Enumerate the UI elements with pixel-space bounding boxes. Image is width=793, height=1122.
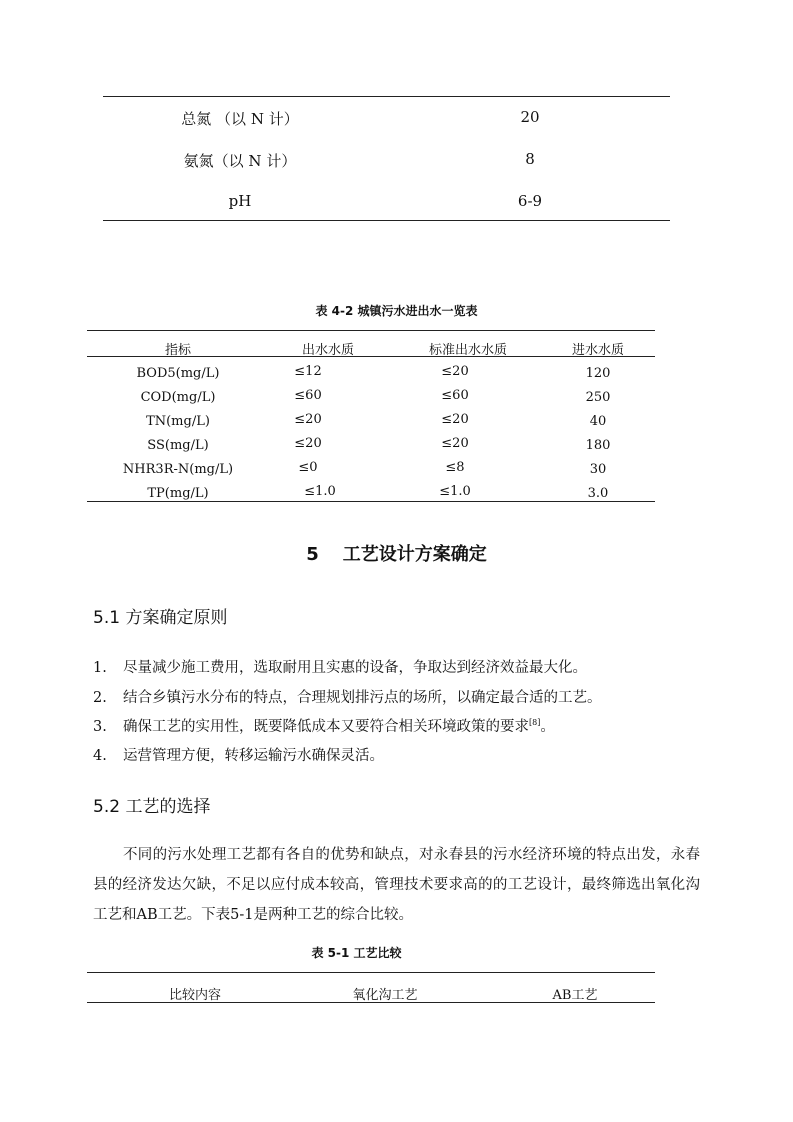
table-cell: ≤12 bbox=[294, 364, 322, 379]
table-cell: 40 bbox=[589, 414, 607, 429]
table-header: 指标 bbox=[164, 343, 191, 358]
table-cell: 250 bbox=[585, 390, 611, 405]
table-cell: ≤20 bbox=[441, 412, 469, 427]
table-header: AB工艺 bbox=[552, 988, 598, 1003]
list-text: 确保工艺的实用性，既要降低成本又要符合相关环境政策的要求 bbox=[123, 719, 529, 735]
table-header-rule bbox=[87, 356, 655, 357]
body-paragraph: 不同的污水处理工艺都有各自的优势和缺点，对永春县的污水经济环境的特点出发，永春县的经济发达欠缺，不足以应付成本较高，管理技术要求高的的工艺设计，最终筛选出氧化沟工艺和AB工艺。下表5-1是两种工艺的综合比较。 bbox=[93, 847, 700, 923]
table-cell: COD(mg/L) bbox=[140, 390, 216, 405]
table-cell: 30 bbox=[589, 462, 607, 477]
table-cell: ≤60 bbox=[294, 388, 322, 403]
table-header: 标准出水水质 bbox=[428, 343, 507, 358]
table-row-name: 总氮 （以 N 计） bbox=[181, 110, 299, 128]
list-number: 2. bbox=[93, 690, 107, 706]
table-cell: ≤20 bbox=[294, 436, 322, 451]
table-header: 出水水质 bbox=[301, 343, 354, 358]
section-heading: 5.2 工艺的选择 bbox=[93, 797, 211, 817]
table-cell: ≤20 bbox=[441, 364, 469, 379]
table-cell: 180 bbox=[585, 438, 611, 453]
list-text: 结合乡镇污水分布的特点，合理规划排污点的场所，以确定最合适的工艺。 bbox=[123, 690, 602, 706]
table-cell: NHR3R-N(mg/L) bbox=[122, 462, 234, 477]
table-row-name: pH bbox=[228, 192, 252, 210]
table-header: 氧化沟工艺 bbox=[352, 988, 418, 1003]
table-cell: TP(mg/L) bbox=[147, 486, 209, 501]
table-top-border bbox=[87, 972, 655, 973]
table-cell: ≤0 bbox=[298, 460, 318, 475]
list-item bbox=[93, 686, 602, 707]
table-row-name: 氨氮（以 N 计） bbox=[183, 152, 297, 170]
table-cell: ≤60 bbox=[441, 388, 469, 403]
table-cell: SS(mg/L) bbox=[147, 438, 209, 453]
table-row-value: 20 bbox=[520, 108, 540, 126]
list-item bbox=[93, 656, 587, 677]
chapter-number: 5 bbox=[306, 544, 319, 565]
table-caption: 表 5-1 工艺比较 bbox=[311, 946, 402, 960]
table-cell: TN(mg/L) bbox=[146, 414, 210, 429]
table-top-border bbox=[87, 330, 655, 331]
table-row-value: 6-9 bbox=[517, 192, 543, 210]
table-cell: ≤20 bbox=[441, 436, 469, 451]
table-cell: BOD5(mg/L) bbox=[136, 366, 220, 381]
table-caption: 表 4-2 城镇污水进出水一览表 bbox=[315, 304, 478, 318]
table-cell: ≤20 bbox=[294, 412, 322, 427]
table-row-value: 8 bbox=[525, 150, 535, 168]
table-cell: 3.0 bbox=[587, 486, 609, 501]
table-bottom-border bbox=[87, 501, 655, 502]
list-number: 4. bbox=[93, 748, 107, 764]
table-header-rule bbox=[87, 1002, 655, 1003]
citation[interactable]: [8] bbox=[529, 718, 541, 728]
list-number: 1. bbox=[93, 660, 107, 676]
table-header: 进水水质 bbox=[571, 343, 624, 358]
table-cell: ≤8 bbox=[445, 460, 465, 475]
table-header: 比较内容 bbox=[168, 988, 221, 1003]
list-text: 运营管理方便，转移运输污水确保灵活。 bbox=[123, 748, 384, 764]
list-text: 尽量减少施工费用，选取耐用且实惠的设备，争取达到经济效益最大化。 bbox=[123, 660, 587, 676]
table-cell: ≤1.0 bbox=[439, 484, 471, 499]
table-top-border bbox=[103, 96, 670, 97]
chapter-title: 工艺设计方案确定 bbox=[342, 544, 487, 565]
section-heading: 5.1 方案确定原则 bbox=[93, 608, 228, 628]
list-number: 3. bbox=[93, 719, 107, 735]
chapter-heading bbox=[0, 540, 793, 566]
table-cell: ≤1.0 bbox=[304, 484, 336, 499]
table-bottom-border bbox=[103, 220, 670, 221]
list-item bbox=[93, 744, 384, 765]
list-item bbox=[93, 715, 555, 736]
table-cell: 120 bbox=[585, 366, 611, 381]
list-text-tail: 。 bbox=[540, 719, 555, 735]
